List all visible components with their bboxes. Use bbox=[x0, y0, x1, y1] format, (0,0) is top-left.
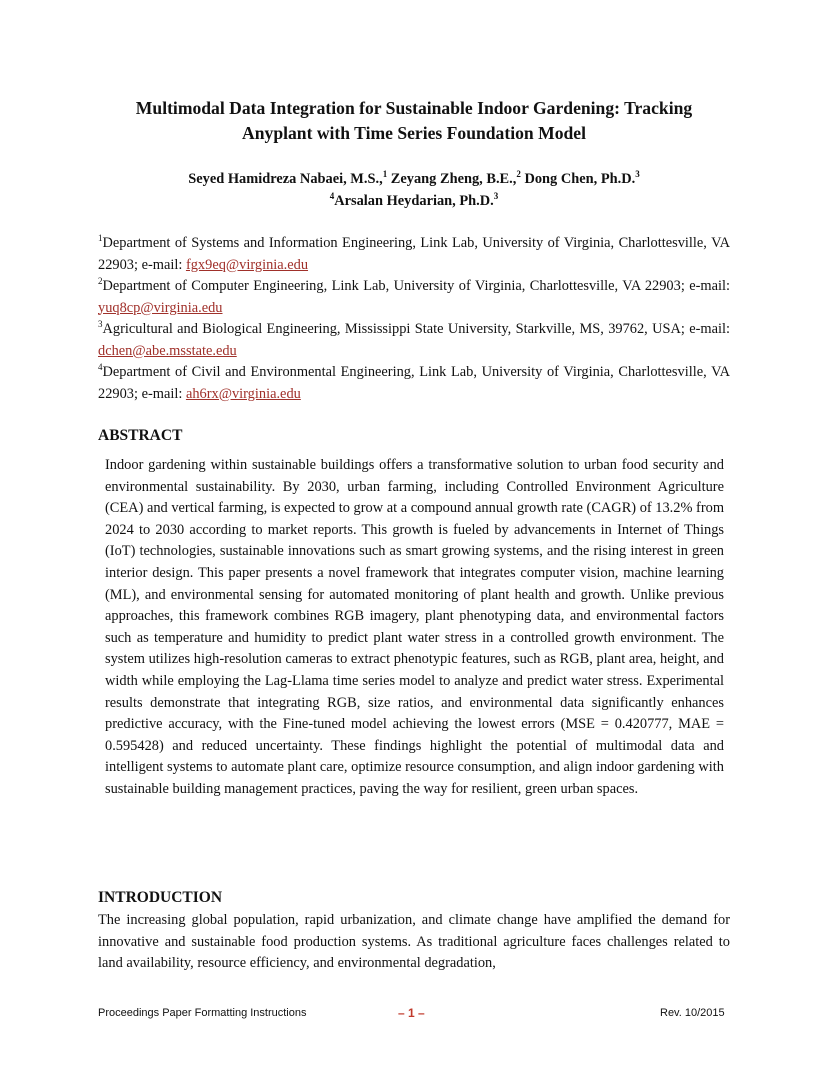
author-sup: 3 bbox=[635, 169, 640, 180]
affiliation-text: Department of Systems and Information Engineering, Link Lab, University of Virginia, Charlottesville, VA 22903; e-mail: bbox=[98, 235, 730, 273]
footer-left: Proceedings Paper Formatting Instructions bbox=[98, 1007, 307, 1019]
author-sup: 1 bbox=[382, 169, 388, 180]
introduction-body: The increasing global population, rapid urbanization, and climate change have amplified the demand for innovative and sustainable food production systems. As traditional agriculture faces challenges related to land availability, resource efficiency, and environmental degradation, bbox=[98, 912, 730, 971]
affiliation-sup: 1 bbox=[98, 233, 103, 244]
author-name: Zeyang Zheng, B.E., bbox=[390, 171, 517, 187]
affiliation-sup: 4 bbox=[98, 362, 103, 373]
author-name: Dong Chen, Ph.D. bbox=[524, 171, 636, 187]
abstract-heading: ABSTRACT bbox=[98, 427, 183, 444]
author-line-1 bbox=[98, 168, 730, 190]
affiliation bbox=[98, 276, 730, 319]
author-name: Arsalan Heydarian, Ph.D. bbox=[334, 193, 494, 209]
title-line-1: Multimodal Data Integration for Sustainable Indoor Gardening: Tracking bbox=[135, 98, 693, 118]
email-link[interactable]: yuq8cp@virginia.edu bbox=[98, 299, 223, 316]
affiliation-sup: 2 bbox=[98, 276, 103, 287]
footer-page-number: – 1 – bbox=[398, 1006, 425, 1020]
author-sup: 3 bbox=[493, 191, 499, 202]
affiliation bbox=[98, 233, 730, 276]
author-list bbox=[98, 168, 730, 212]
author-sup: 2 bbox=[516, 169, 521, 180]
affiliation-text: Department of Civil and Environmental Engineering, Link Lab, University of Virginia, Charlottesville, VA 22903; e-mail: bbox=[98, 364, 730, 402]
affiliation-text: Department of Computer Engineering, Link Lab, University of Virginia, Charlottesville, VA 22903; e-mail: bbox=[102, 278, 730, 294]
affiliation bbox=[98, 319, 730, 362]
paper-title bbox=[98, 96, 730, 146]
email-link[interactable]: dchen@abe.msstate.edu bbox=[98, 342, 237, 359]
abstract-body: Indoor gardening within sustainable buildings offers a transformative solution to urban food security and environmental sustainability. By 2030, urban farming, including Controlled Environment Agriculture (CEA) and vertical farming, is expected to grow at a compound annual growth rate (CAGR) of 13.2% from 2024 to 2030 according to market reports. This growth is fueled by advancements in Internet of Things (IoT) technologies, sustainable innovations such as smart growing systems, and the rising interest in green interior design. This paper presents a novel framework that integrates computer vision, machine learning (ML), and environmental sensing for automated monitoring of plant health and growth. Unlike previous approaches, this framework combines RGB imagery, plant phenotyping data, and environmental factors such as temperature and humidity to predict plant water stress in a controlled growth environment. The system utilizes high-resolution cameras to extract phenotypic features, such as RGB, plant area, height, and width while employing the Lag-Llama time series model to analyze and predict water stress. Experimental results demonstrate that integrating RGB, size ratios, and environmental data significantly enhances predictive accuracy, with the Fine-tuned model achieving the lowest errors (MSE = 0.420777, MAE = 0.595428) and reduced uncertainty. These findings highlight the potential of multimodal data and intelligent systems to automate plant care, optimize resource consumption, and align indoor gardening with sustainable building management practices, paving the way for resilient, green urban spaces. bbox=[105, 457, 725, 797]
affiliation-sup: 3 bbox=[98, 319, 103, 330]
footer-right: Rev. 10/2015 bbox=[660, 1007, 725, 1019]
affiliation bbox=[98, 362, 730, 405]
author-name: Seyed Hamidreza Nabaei, M.S., bbox=[188, 171, 383, 187]
author-line-2 bbox=[98, 190, 730, 212]
title-line-2: Anyplant with Time Series Foundation Model bbox=[242, 123, 586, 143]
author-pre-sup: 4 bbox=[329, 191, 335, 202]
affiliations bbox=[98, 233, 730, 405]
email-link[interactable]: ah6rx@virginia.edu bbox=[185, 385, 301, 402]
introduction-heading: INTRODUCTION bbox=[98, 889, 223, 906]
affiliation-text: Agricultural and Biological Engineering, Mississippi State University, Starkville, MS, 39762, USA; e-mail: bbox=[102, 321, 730, 337]
email-link[interactable]: fgx9eq@virginia.edu bbox=[185, 256, 309, 273]
